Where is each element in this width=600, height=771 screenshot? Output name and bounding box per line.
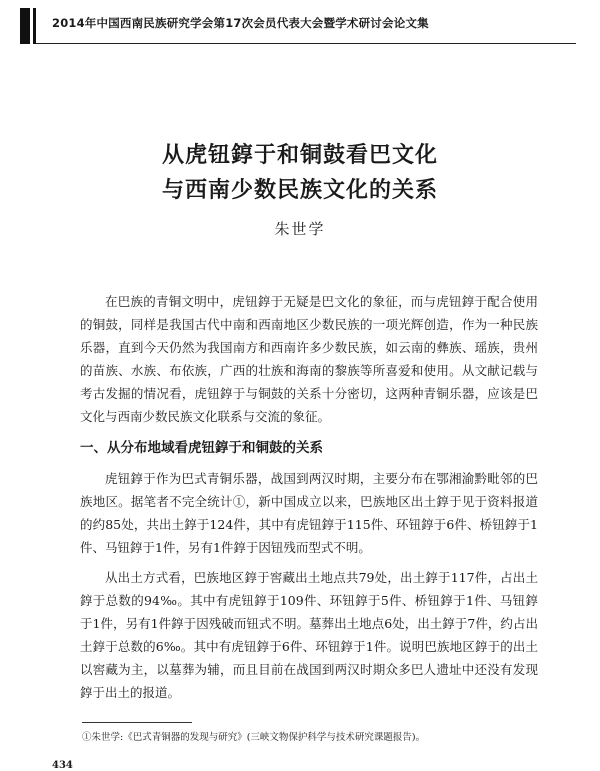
running-header: 2014年中国西南民族研究学会第17次会员代表大会暨学术研讨会论文集 — [52, 16, 429, 30]
header-bar-thin — [33, 8, 36, 44]
body-paragraph-1: 虎钮錞于作为巴式青铜乐器，战国到两汉时期，主要分布在鄂湘渝黔毗邻的巴族地区。据笔者不完全统计①，新中国成立以来，巴族地区出土錞于见于资料报道的约85处，共出土錞于124件，其中有虎钮錞于115件、环钮錞于6件、桥钮錞于1件、马钮錞于1件，另有1件錞于因钮残而型式不明。 — [80, 471, 538, 555]
abstract-paragraph: 在巴族的青铜文明中，虎钮錞于无疑是巴文化的象征，而与虎钮錞于配合使用的铜鼓，同样是我国古代中南和西南地区少数民族的一项光辉创造，作为一种民族乐器，直到今天仍然为我国南方和西南许多少数民族，如云南的彝族、瑶族，贵州的苗族、水族、布依族，广西的壮族和海南的黎族等所喜爱和使用。从文献记载与考古发掘的情况看，虎钮錞于与铜鼓的关系十分密切，这两种青铜乐器，应该是巴文化与西南少数民族文化联系与交流的象征。 — [80, 294, 538, 424]
header-rule — [36, 43, 576, 44]
header-bar-thick — [20, 8, 30, 44]
body-paragraph-2: 从出土方式看，巴族地区錞于窖藏出土地点共79处，出土錞于117件，占出土錞于总数的94‰。其中有虎钮錞于109件、环钮錞于5件、桥钮錞于1件、马钮錞于1件，另有1件錞于因残破而钮式不明。墓葬出土地点6处，出土錞于7件，约占出土錞于总数的6‰。其中有虎钮錞于6件、环钮錞于1件。说明巴族地区錞于的出土以窖藏为主，以墓葬为辅，而且目前在战国到两汉时期众多巴人遗址中还没有发现錞于出土的报道。 — [80, 570, 538, 700]
title-line-2: 与西南少数民族文化的关系 — [161, 178, 438, 203]
author-name: 朱世学 — [274, 220, 326, 238]
section-heading: 一、从分布地域看虎钮錞于和铜鼓的关系 — [80, 440, 323, 456]
footnote: ①朱世学:《巴式青铜器的发现与研究》(三峡文物保护科学与技术研究课题报告)。 — [82, 732, 426, 743]
page-number: 434 — [52, 760, 73, 771]
title-line-1: 从虎钮錞于和铜鼓看巴文化 — [161, 143, 438, 168]
footnote-rule — [82, 722, 192, 723]
